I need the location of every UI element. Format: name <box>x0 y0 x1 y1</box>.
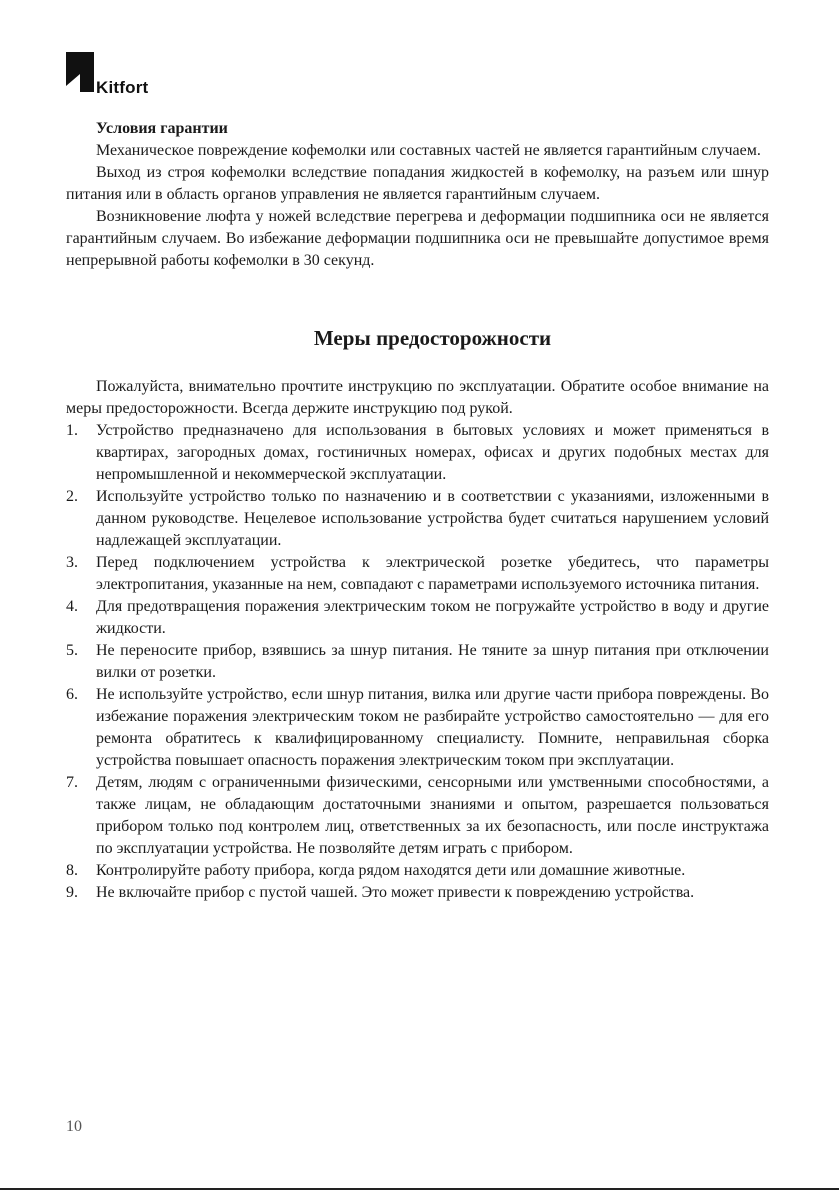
item-text: Не включайте прибор с пустой чашей. Это может привести к повреждению устройства. <box>96 884 695 901</box>
warranty-paragraph: Механическое повреждение кофемолки или составных частей не является гарантийным случаем. <box>96 142 761 159</box>
kitfort-logo-mark-icon <box>66 52 94 98</box>
list-item <box>66 772 769 860</box>
list-item <box>66 420 769 486</box>
item-number: 3. <box>66 554 78 571</box>
item-text: Устройство предназначено для использования в бытовых условиях и может применяться в квартирах, загородных домах, гостиничных номерах, офисах и других подобных местах для непромышленной и некоммерческой эксплуатации. <box>96 422 769 483</box>
item-number: 2. <box>66 488 78 505</box>
page-bottom-divider <box>0 1188 839 1190</box>
list-item <box>66 640 769 684</box>
section-title: Меры предосторожности <box>313 326 552 350</box>
item-text: Используйте устройство только по назначению и в соответствии с указаниями, изложенными в данном руководстве. Нецелевое использование устройства будет считаться нарушением условий надлежащей эксплуатации. <box>96 488 769 549</box>
logo-text: Kitfort <box>96 78 149 97</box>
item-number: 9. <box>66 884 78 901</box>
item-text: Детям, людям с ограниченными физическими, сенсорными или умственными способностями, а также лицам, не обладающим достаточными знаниями и опытом, разрешается пользоваться прибором только под контролем лиц, ответственных за их безопасность, или после инструктажа по эксплуатации устройства. Не позволяйте детям играть с прибором. <box>96 774 769 857</box>
item-text: Перед подключением устройства к электрической розетке убедитесь, что параметры электропитания, указанные на нем, совпадают с параметрами используемого источника питания. <box>96 554 769 593</box>
warranty-heading: Условия гарантии <box>96 120 228 137</box>
item-number: 4. <box>66 598 78 615</box>
item-number: 1. <box>66 422 78 439</box>
item-text: Не используйте устройство, если шнур питания, вилка или другие части прибора повреждены. Во избежание поражения электрическим током не разбирайте устройство самостоятельно — для его ремонта обратитесь к квалифицированному специалисту. Помните, неправильная сборка устройства повышает опасность поражения электрическим током при эксплуатации. <box>96 686 769 769</box>
item-number: 7. <box>66 774 78 791</box>
list-item <box>66 684 769 772</box>
warranty-paragraph: Выход из строя кофемолки вследствие попадания жидкостей в кофемолку, на разъем или шнур питания или в область органов управления не является гарантийным случаем. <box>66 164 769 203</box>
item-text: Для предотвращения поражения электрическим током не погружайте устройство в воду и другие жидкости. <box>96 598 769 637</box>
list-item <box>66 882 769 904</box>
item-number: 5. <box>66 642 78 659</box>
precautions-intro: Пожалуйста, внимательно прочтите инструкцию по эксплуатации. Обратите особое внимание на меры предосторожности. Всегда держите инструкцию под рукой. <box>66 378 769 417</box>
list-item <box>66 486 769 552</box>
item-text: Контролируйте работу прибора, когда рядом находятся дети или домашние животные. <box>96 862 686 879</box>
item-text: Не переносите прибор, взявшись за шнур питания. Не тяните за шнур питания при отключении вилки от розетки. <box>96 642 769 681</box>
list-item <box>66 596 769 640</box>
item-number: 8. <box>66 862 78 879</box>
precautions-list <box>66 420 769 904</box>
list-item <box>66 552 769 596</box>
kitfort-logo <box>66 52 176 102</box>
list-item <box>66 860 769 882</box>
page-content <box>66 118 769 904</box>
warranty-paragraph: Возникновение люфта у ножей вследствие перегрева и деформации подшипника оси не является гарантийным случаем. Во избежание деформации подшипника оси не превышайте допустимое время непрерывной работы кофемолки в 30 секунд. <box>66 208 769 269</box>
item-number: 6. <box>66 686 78 703</box>
page-number: 10 <box>66 1118 82 1135</box>
